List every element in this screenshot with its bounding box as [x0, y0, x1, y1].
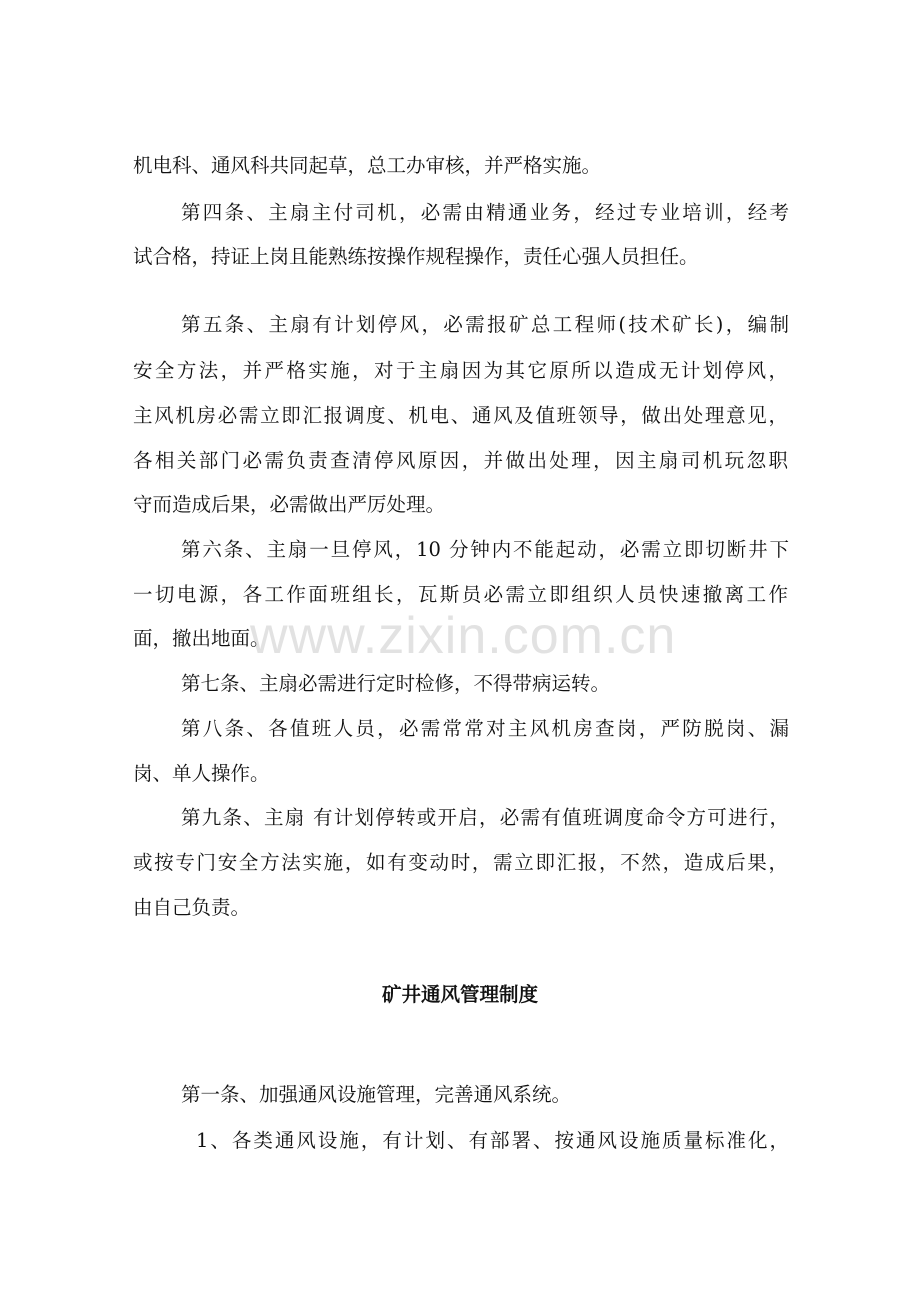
- paragraph-line: 面，撤出地面。: [133, 627, 270, 650]
- paragraph-line: 安全方法，并严格实施，对于主扇因为其它原所以造成无计划停风，: [133, 359, 788, 382]
- paragraph-line: 或按专门安全方法实施，如有变动时，需立即汇报，不然，造成后果，: [133, 851, 788, 874]
- paragraph-line: 试合格，持证上岗且能熟练按操作规程操作，责任心强人员担任。: [133, 245, 699, 268]
- paragraph-line: 第八条、各值班人员，必需常常对主风机房查岗，严防脱岗、漏: [181, 717, 789, 740]
- paragraph-line: 第四条、主扇主付司机，必需由精通业务，经过专业培训，经考: [181, 201, 789, 224]
- paragraph-line: 第五条、主扇有计划停风，必需报矿总工程师(技术矿长)，编制: [181, 313, 789, 336]
- paragraph-line: 机电科、通风科共同起草，总工办审核，并严格实施。: [133, 154, 602, 177]
- paragraph-line: 守而造成后果，必需做出严厉处理。: [133, 493, 446, 516]
- paragraph-line: 由自己负责。: [133, 896, 251, 919]
- paragraph-line: 1、各类通风设施，有计划、有部署、按通风设施质量标准化，: [196, 1129, 789, 1152]
- paragraph-line: 第七条、主扇必需进行定时检修，不得带病运转。: [181, 672, 611, 695]
- paragraph-line: 岗、单人操作。: [133, 762, 270, 785]
- paragraph-line: 第一条、加强通风设施管理，完善通风系统。: [181, 1083, 572, 1106]
- section-title: 矿井通风管理制度: [381, 983, 538, 1006]
- paragraph-line: 一切电源，各工作面班组长，瓦斯员必需立即组织人员快速撤离工作: [133, 583, 788, 606]
- watermark-text: www.zixin.com.cn: [250, 607, 677, 665]
- paragraph-line: 主风机房必需立即汇报调度、机电、通风及值班领导，做出处理意见，: [133, 404, 788, 427]
- paragraph-line: 各相关部门必需负责查清停风原因，并做出处理，因主扇司机玩忽职: [133, 449, 788, 472]
- paragraph-line: 第六条、主扇一旦停风，10 分钟内不能起动，必需立即切断井下: [181, 538, 789, 561]
- paragraph-line: 第九条、主扇 有计划停转或开启，必需有值班调度命令方可进行，: [181, 806, 789, 829]
